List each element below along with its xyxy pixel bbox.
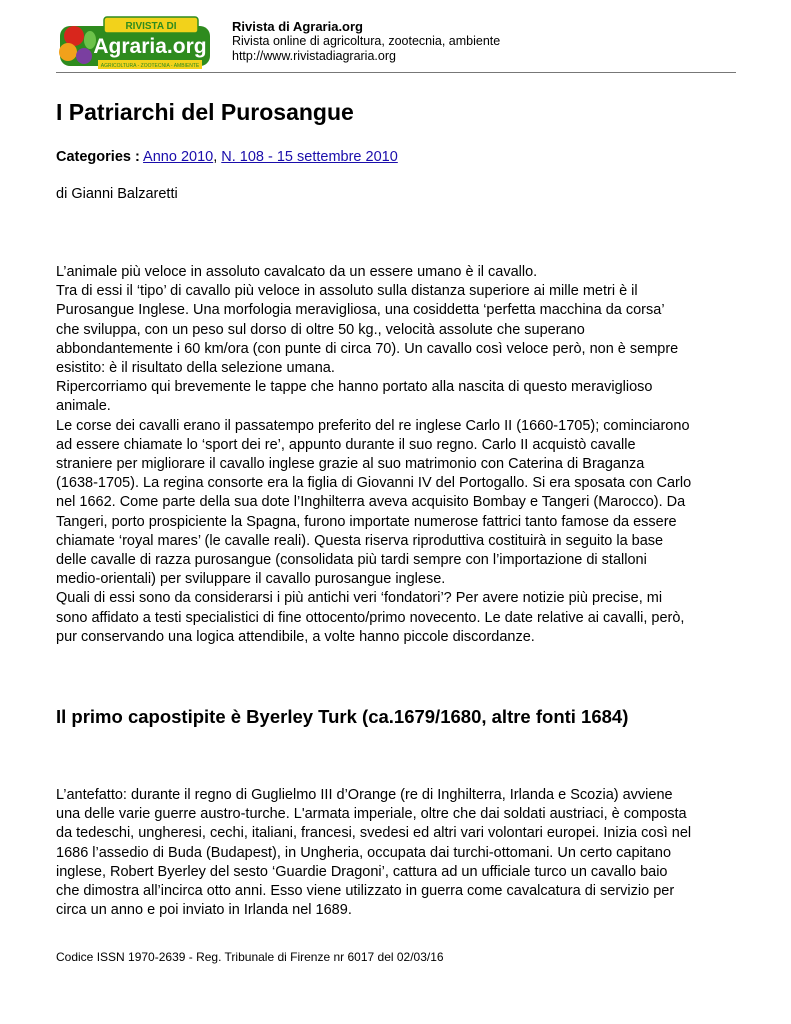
category-link-issue-108[interactable]: N. 108 - 15 settembre 2010 bbox=[221, 149, 398, 165]
section-title: Il primo capostipite è Byerley Turk (ca.1679/1680, altre fonti 1684) bbox=[56, 706, 629, 727]
article-author: di Gianni Balzaretti bbox=[56, 186, 178, 202]
site-info bbox=[232, 19, 500, 64]
logo-text: Agraria.org bbox=[93, 35, 207, 58]
categories-line bbox=[56, 149, 398, 165]
header-divider bbox=[56, 72, 736, 73]
article-paragraph-antefatto: L’antefatto: durante il regno di Guglielmo III d’Orange (re di Inghilterra, Irlanda e Scozia) avviene una delle varie guerre austro-turche. L'armata imperiale, oltre che dai soldati austriaci, è composta da tedeschi, ungheresi, cechi, italiani, francesi, svedesi ed altri vari volontari europei. Inizia così nel 1686 l’assedio di Buda (Budapest), in Ungheria, occupata dai turchi-ottomani. Un certo capitano inglese, Robert Byerley del sesto ‘Guardie Dragoni’, cattura ad un ufficiale turco un cavallo baio che dimostra all’incirca otto anni. Esso viene utilizzato in guerra come cavalcatura di servizio per circa un anno e poi inviato in Irlanda nel 1689. bbox=[56, 787, 692, 919]
site-name: Rivista di Agraria.org bbox=[232, 19, 363, 34]
category-separator: , bbox=[213, 149, 218, 165]
footer-issn: Codice ISSN 1970-2639 - Reg. Tribunale di Firenze nr 6017 del 02/03/16 bbox=[56, 950, 444, 964]
category-link-anno-2010[interactable]: Anno 2010 bbox=[143, 149, 214, 165]
page-header bbox=[56, 16, 736, 72]
categories-label: Categories : bbox=[56, 149, 140, 165]
logo-tagline-text: AGRICOLTURA - ZOOTECNIA - AMBIENTE bbox=[100, 63, 200, 69]
site-url: http://www.rivistadiagraria.org bbox=[232, 49, 396, 63]
site-description: Rivista online di agricoltura, zootecnia, ambiente bbox=[232, 34, 501, 48]
agraria-logo[interactable] bbox=[56, 16, 212, 72]
logo-banner-text: RIVISTA DI bbox=[125, 21, 177, 32]
article-title: I Patriarchi del Purosangue bbox=[56, 99, 354, 125]
logo-fruit-icon bbox=[59, 43, 77, 61]
logo-grape-icon bbox=[76, 48, 92, 64]
logo-tomato-icon bbox=[64, 26, 84, 46]
article-paragraph-intro: L’animale più veloce in assoluto cavalcato da un essere umano è il cavallo. Tra di essi il ‘tipo’ di cavallo più veloce in assoluto sulla distanza superiore ai mille metri è il Purosangue Inglese. Una morfologia meravigliosa, una cosiddetta ‘perfetta macchina da corsa’ che sviluppa, con un peso sul dorso di oltre 50 kg., velocità assolute che superano abbondantemente i 60 km/ora (con punte di circa 70). Un cavallo così veloce però, non è sempre esistito: è il risultato della selezione umana. Ripercorriamo qui brevemente le tappe che hanno portato alla nascita di questo meraviglioso animale. Le corse dei cavalli erano il passatempo preferito del re inglese Carlo II (1660-1705); cominciarono ad essere chiamate lo ‘sport dei re’, appunto durante il suo regno. Carlo II acquistò cavalle straniere per migliorare il cavallo inglese grazie al suo matrimonio con Caterina di Braganza (1638-1705). La regina consorte era la figlia di Giovanni IV del Portogallo. Si era sposata con Carlo nel 1662. Come parte della sua dote l’Inghilterra aveva acquisito Bombay e Tangeri (Marocco). Da Tangeri, porto prospiciente la Spagna, furono importate numerose fattrici tanto famose da essere chiamate ‘royal mares’ (le cavalle reali). Questa riserva riproduttiva costituirà in seguito la base delle cavalle di razza purosangue (consolidata più tardi sempre con l’importazione di stalloni medio-orientali) per sviluppare il cavallo purosangue inglese. Quali di essi sono da considerarsi i più antichi veri ‘fondatori’? Per avere notizie più precise, mi sono affidato a testi specialistici di fine ottocento/primo novecento. Le date relative ai cavalli, però, pur conservando una logica attendibile, a volte hanno piccole discordanze. bbox=[56, 264, 692, 645]
